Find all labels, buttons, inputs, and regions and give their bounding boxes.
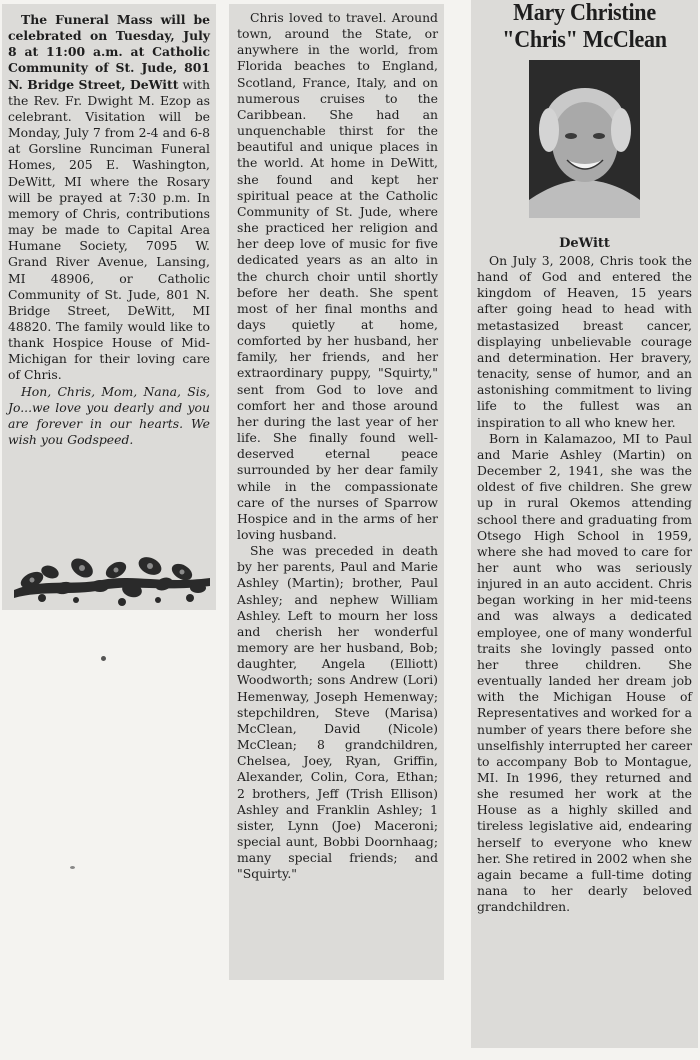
- passing-paragraph: On July 3, 2008, Chris took the hand of God and entered the kingdom of Heaven, 15 years after going head to head with metastasized breast cancer, displaying unbelievable courage and determination. Her bravery, tenacity, sense of humor, and an astonishing commitment to living life to the fullest was an inspiration to all who knew her.: [477, 253, 692, 430]
- biography-paragraph: Born in Kalamazoo, MI to Paul and Marie Ashley (Martin) on December 2, 1941, she was the oldest of five children. She grew up in rural Okemos attending school there and graduating from Otsego High School in 1959, where she had moved to care for her aunt who was seriously injured in an auto accident. Chris began working in her mid-teens and was always a dedicated employee, one of many wonderful traits she lovingly passed onto her three children. She eventually landed her dream job with the Michigan House of Representatives and worked for a number of years there before she unselfishly interrupted her career to accompany Bob to Montague, MI. In 1996, they returned and she resumed her work at the House as a highly skilled and tireless legislative aid, endearing herself to everyone who knew her. She retired in 2002 when she again became a full-time doting nana to her dearly beloved grandchildren.: [477, 430, 692, 915]
- funeral-notice-rest: with the Rev. Fr. Dwight M. Ezop as celebrant. Visitation will be Monday, July 7 from 2-4 and 6-8 at Gorsline Runciman Funeral Homes, 205 E. Washington, DeWitt, MI where the Rosary will be prayed at 7:30 p.m. In memory of Chris, contributions may be made to Capital Area Humane Society, 7095 W. Grand River Avenue, Lansing, MI 48906, or Catholic Community of St. Jude, 801 N. Bridge Street, DeWitt, MI 48820. The family would like to thank Hospice House of Mid-Michigan for their loving care of Chris.: [8, 76, 210, 383]
- middle-clipping: [229, 4, 444, 980]
- funeral-notice-paragraph: [8, 12, 210, 384]
- flower-ornament-icon: [12, 528, 212, 610]
- portrait-icon: [529, 60, 640, 218]
- dateline: DeWitt: [559, 236, 610, 251]
- funeral-notice-bold: The Funeral Mass will be celebrated on Tuesday, July 8 at 11:00 a.m. at Catholic Community of St. Jude, 801 N. Bridge Street, DeWitt: [8, 12, 210, 92]
- portrait-photo: [529, 60, 640, 218]
- right-clipping: [471, 0, 698, 1048]
- obituary-name-line1: Mary Christine: [513, 0, 656, 26]
- left-clipping: [2, 4, 216, 610]
- farewell-message: Hon, Chris, Mom, Nana, Sis, Jo...we love you dearly and you are forever in our hearts. We wish you Godspeed.: [8, 383, 210, 448]
- scan-speck: [101, 656, 106, 661]
- scan-speck: [70, 866, 75, 869]
- obituary-name-line2: "Chris" McClean: [502, 27, 667, 53]
- travel-paragraph: Chris loved to travel. Around town, around the State, or anywhere in the world, from Florida beaches to England, Scotland, France, Italy, and on numerous cruises to the Caribbean. She had an unquenchable thirst for the beautiful and unique places in the world. At home in DeWitt, she found and kept her spiritual peace at the Catholic Community of St. Jude, where she practiced her religion and her deep love of music for five dedicated years as an alto in the church choir until shortly before her death. She spent most of her final months and days quietly at home, comforted by her husband, her family, her friends, and her extraordinary puppy, "Squirty," sent from God to love and comfort her and those around her during the last year of her life. She finally found well-deserved eternal peace surrounded by her dear family while in the compassionate care of the nurses of Sparrow Hospice and in the arms of her loving husband.: [237, 10, 438, 542]
- survivors-paragraph: She was preceded in death by her parents, Paul and Marie Ashley (Martin); brother, Paul Ashley; and nephew William Ashley. Left to mourn her loss and cherish her wonderful memory are her husband, Bob; daughter, Angela (Elliott) Woodworth; sons Andrew (Lori) Hemenway, Joseph Hemenway; stepchildren, Steve (Marisa) McClean, David (Nicole) McClean; 8 grandchildren, Chelsea, Joey, Ryan, Griffin, Alexander, Colin, Cora, Ethan; 2 brothers, Jeff (Trish Ellison) Ashley and Franklin Ashley; 1 sister, Lynn (Joe) Maceroni; special aunt, Bobbi Doornhaag; many special friends; and "Squirty.": [237, 543, 438, 882]
